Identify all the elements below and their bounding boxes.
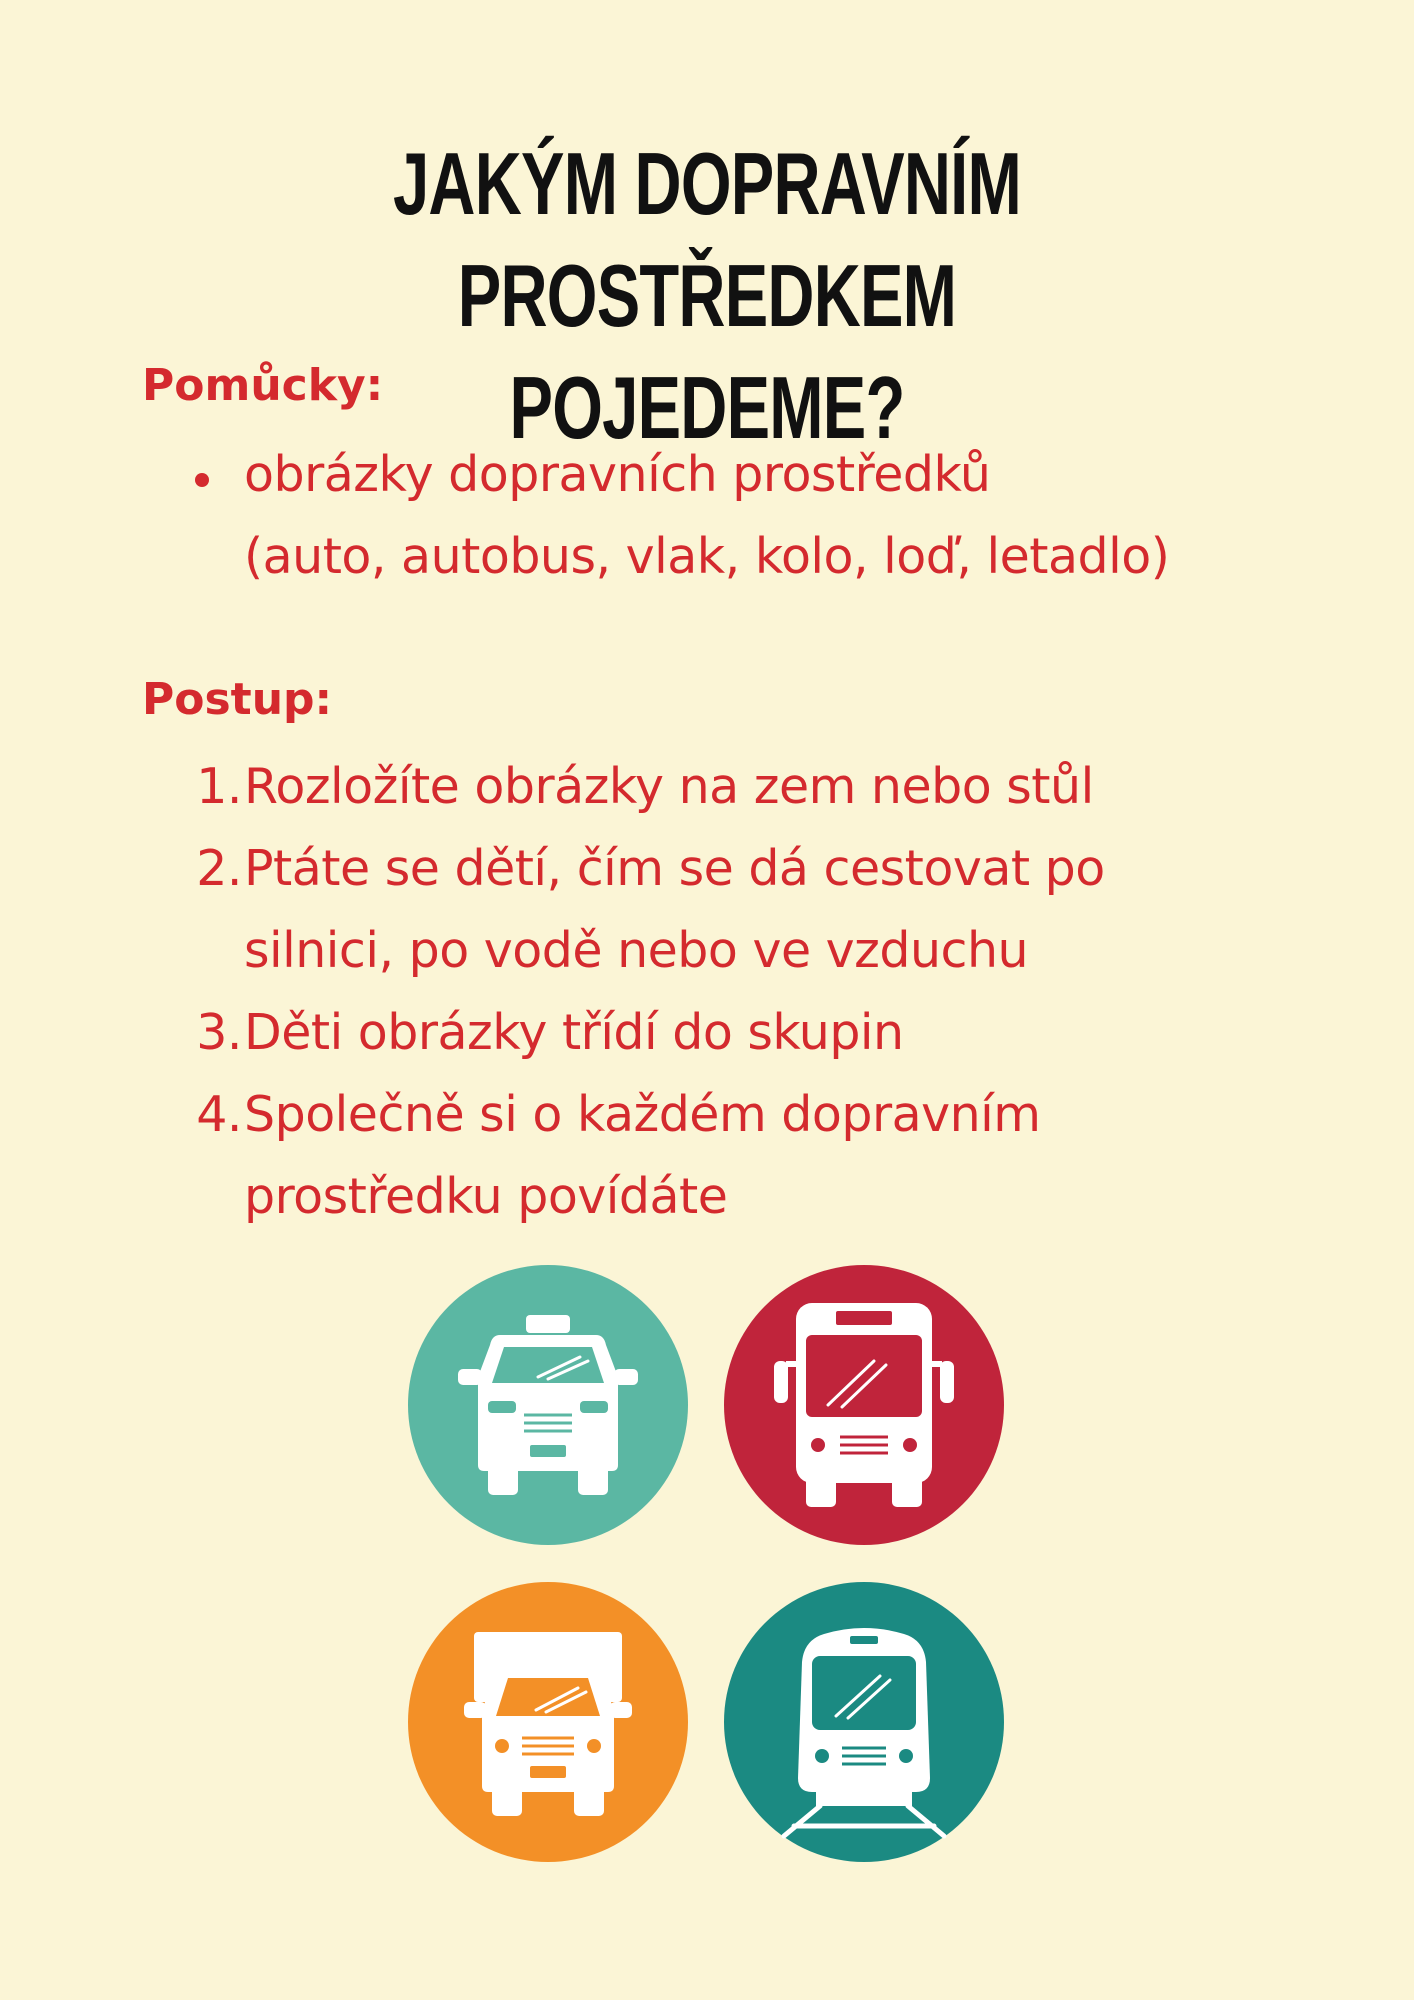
step-line: silnici, po vodě nebo ve vzduchu (244, 922, 1029, 979)
step-item (196, 1074, 1364, 1238)
bus-circle (724, 1265, 1004, 1545)
step-line: Ptáte se dětí, čím se dá cestovat po (244, 840, 1105, 897)
pomucky-list (244, 434, 1364, 598)
step-number: 3. (196, 1004, 242, 1061)
truck-icon (408, 1582, 688, 1862)
truck-circle (408, 1582, 688, 1862)
page-title (184, 128, 1230, 464)
bus-icon (724, 1265, 1004, 1545)
list-item-line: (auto, autobus, vlak, kolo, loď, letadlo) (244, 528, 1170, 585)
step-number: 1. (196, 758, 242, 815)
step-number: 2. (196, 840, 242, 897)
title-line-1: JAKÝM DOPRAVNÍM PROSTŘEDKEM (392, 134, 1022, 345)
step-item (196, 992, 1364, 1074)
train-circle (724, 1582, 1004, 1862)
postup-heading: Postup: (142, 674, 333, 725)
list-item (244, 434, 1364, 598)
taxi-icon (408, 1265, 688, 1545)
step-number: 4. (196, 1086, 242, 1143)
step-line: Rozložíte obrázky na zem nebo stůl (244, 758, 1094, 815)
postup-steps (196, 746, 1364, 1238)
step-item (196, 828, 1364, 992)
pomucky-heading: Pomůcky: (142, 360, 384, 411)
step-line: prostředku povídáte (244, 1168, 728, 1225)
taxi-circle (408, 1265, 688, 1545)
list-item-line: obrázky dopravních prostředků (244, 446, 991, 503)
train-icon (724, 1582, 1004, 1862)
step-line: Společně si o každém dopravním (244, 1086, 1041, 1143)
title-line-2: POJEDEME? (509, 358, 905, 457)
step-line: Děti obrázky třídí do skupin (244, 1004, 904, 1061)
step-item (196, 746, 1364, 828)
